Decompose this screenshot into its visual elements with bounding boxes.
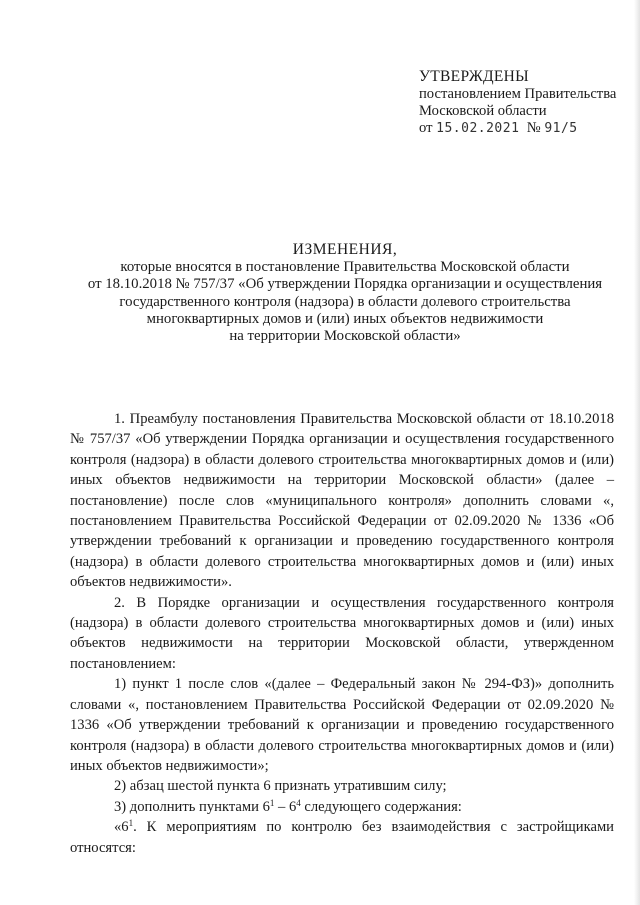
paragraph-6-sup: 1 xyxy=(128,818,134,829)
paragraph-6-after: . К мероприятиям по контролю без взаимодействия с застройщиками относятся: xyxy=(70,819,614,856)
title-line-4: многоквартирных домов и (или) иных объектов недвижимости xyxy=(146,310,544,327)
paragraph-5-after: следующего содержания: xyxy=(300,798,462,815)
approval-stamp xyxy=(419,68,634,137)
approval-date: 15.02.2021 xyxy=(436,121,520,136)
document-title-block xyxy=(60,241,630,345)
paragraph-4: 2) абзац шестой пункта 6 признать утратившим силу; xyxy=(114,778,447,795)
paragraph-5-dash: – 6 xyxy=(274,798,297,815)
paragraph-5 xyxy=(70,797,614,817)
approval-line-2: Московской области xyxy=(419,103,547,119)
paragraph-6 xyxy=(70,817,614,858)
title-line-1: которые вносятся в постановление Правительства Московской области xyxy=(120,259,570,276)
title-line-5: на территории Московской области» xyxy=(229,328,461,345)
paragraph-5-sup-1: 1 xyxy=(269,797,275,808)
paragraph-1: 1. Преамбулу постановления Правительства Московской области от 18.10.2018 № 757/37 «Об утверждении Порядка организации и осуществления государственного контроля (надзора) в области долевого строительства многоквартирных домов и (или) иных объектов недвижимости на территории Московской области» (далее – постановление) после слов «муниципального контроля» дополнить словами «, постановлением Правительства Российской Федерации от 02.09.2020 № 1336 «Об утверждении требований к организации и проведению государственного контроля (надзора) в области долевого строительства многоквартирных домов и (или) иных объектов недвижимости». xyxy=(70,411,614,591)
approval-date-line xyxy=(419,120,634,137)
approval-number: 91/5 xyxy=(544,121,578,136)
title-line-2: от 18.10.2018 № 757/37 «Об утверждении Порядка организации и осуществления xyxy=(87,276,603,293)
paragraph-5-sup-2: 4 xyxy=(296,797,301,808)
title-line-3: государственного контроля (надзора) в области долевого строительства xyxy=(119,293,571,310)
paragraph-6-before: «6 xyxy=(114,819,129,836)
approval-number-prefix: № xyxy=(526,120,541,136)
page-edge-shadow xyxy=(634,0,640,905)
document-body xyxy=(70,409,614,858)
paragraph-3: 1) пункт 1 после слов «(далее – Федеральный закон № 294-ФЗ)» дополнить словами «, постановлением Правительства Российской Федерации от 02.09.2020 № 1336 «Об утверждении требований к организации и проведению государственного контроля (надзора) в области долевого строительства многоквартирных домов и (или) иных объектов недвижимости»; xyxy=(70,676,614,774)
approval-date-prefix: от xyxy=(419,120,433,136)
approval-line-1: постановлением Правительства xyxy=(419,86,617,102)
approval-heading: УТВЕРЖДЕНЫ xyxy=(419,68,529,85)
document-title: ИЗМЕНЕНИЯ, xyxy=(292,241,398,258)
paragraph-5-before: 3) дополнить пунктами 6 xyxy=(114,798,270,815)
paragraph-2: 2. В Порядке организации и осуществления государственного контроля (надзора) в области долевого строительства многоквартирных домов и (или) иных объектов недвижимости на территории Московской области, утвержденном постановлением: xyxy=(70,594,614,672)
